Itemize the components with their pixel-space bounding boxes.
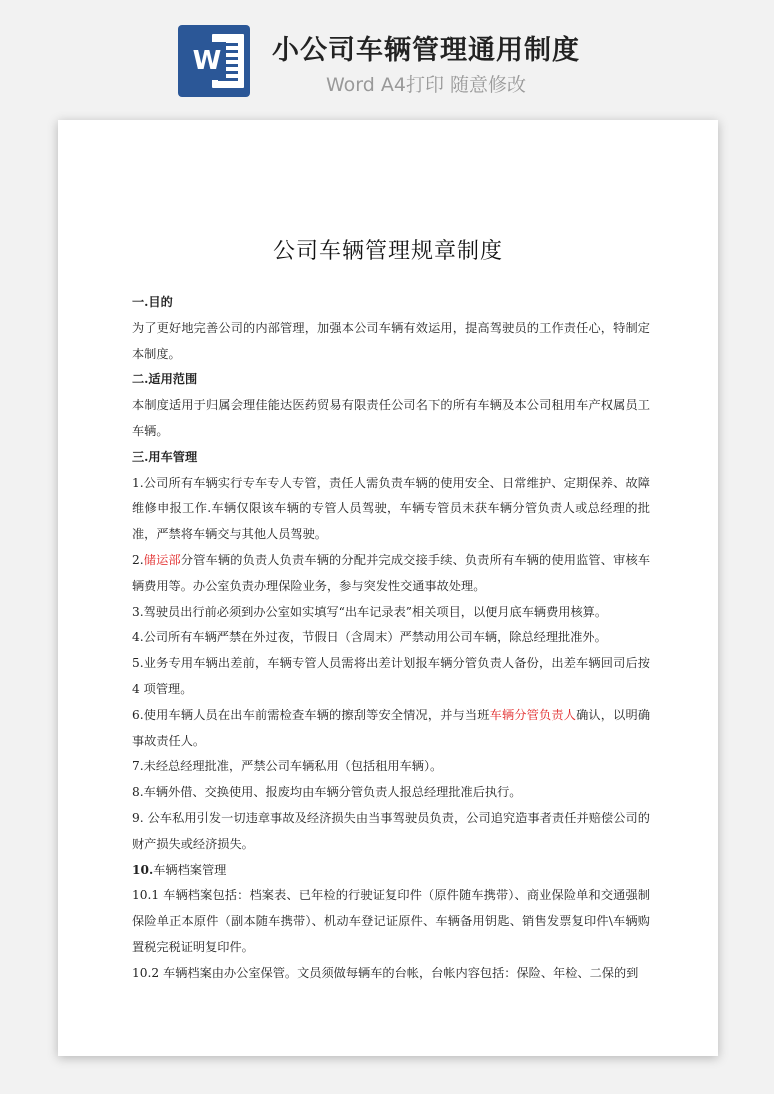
clause-7: 7.未经总经理批准，严禁公司车辆私用（包括租用车辆）。 [132, 759, 443, 774]
clause-5: 5.业务专用车辆出差前，车辆专管人员需将出差计划报车辆分管负责人备份，出差车辆回司后按4 项管理。 [132, 656, 650, 696]
paragraph-purpose: 为了更好地完善公司的内部管理，加强本公司车辆有效运用，提高驾驶员的工作责任心，特制定本制度。 [132, 320, 650, 361]
clause-6 [132, 703, 650, 755]
clause-10-2: 10.2 车辆档案由办公室保管。文员须做每辆车的台帐，台帐内容包括：保险、年检、二保的到 [132, 965, 639, 980]
clause-6-text-start: 6.使用车辆人员在出车前需检查车辆的擦刮等安全情况，并与当班 [132, 707, 490, 722]
document-page [58, 120, 718, 1056]
clause-2 [132, 548, 650, 600]
word-document-icon [178, 25, 250, 97]
clause-4: 4.公司所有车辆严禁在外过夜，节假日（含周末）严禁动用公司车辆，除总经理批准外。 [132, 630, 607, 645]
clause-10 [132, 858, 650, 884]
banner-subtitle: Word A4打印 随意修改 [326, 74, 527, 96]
clause-10-number: 10. [132, 862, 154, 877]
clause-9: 9. 公车私用引发一切违章事故及经济损失由当事驾驶员负责，公司追究造事者责任并赔偿公司的财产损失或经济损失。 [132, 810, 650, 851]
highlight-vehicle-manager: 车辆分管负责人 [489, 707, 577, 722]
clause-8: 8.车辆外借、交换使用、报废均由车辆分管负责人报总经理批准后执行。 [132, 785, 522, 800]
document-title: 公司车辆管理规章制度 [272, 239, 503, 264]
clause-10-1: 10.1 车辆档案包括：档案表、已年检的行驶证复印件（原件随车携带）、商业保险单和交通强制保险单正本原件（副本随车携带）、机动车登记证原件、车辆备用钥匙、销售发票复印件\车辆购置税完税证明复印件。 [132, 888, 650, 954]
banner-title: 小公司车辆管理通用制度 [272, 35, 580, 66]
section-heading-scope: 二.适用范围 [132, 372, 198, 387]
word-letter: W [188, 42, 226, 80]
section-heading-purpose: 一.目的 [132, 295, 173, 309]
clause-1: 1.公司所有车辆实行专车专人专管，责任人需负责车辆的使用安全、日常维护、定期保养、故障维修申报工作.车辆仅限该车辆的专管人员驾驶，车辆专管员未获车辆分管负责人或总经理的批准，严禁将车辆交与其他人员驾驶。 [132, 475, 650, 542]
clause-2-number: 2. [132, 552, 144, 567]
clause-6-text-end: 确认，以明确事故责任人。 [132, 707, 651, 748]
document-body [132, 290, 650, 987]
clause-3: 3.驾驶员出行前必须到办公室如实填写“出车记录表”相关项目，以便月底车辆费用核算。 [132, 604, 608, 619]
section-heading-vehicle-use: 三.用车管理 [132, 449, 198, 464]
clause-10-title: 车辆档案管理 [153, 862, 227, 877]
paragraph-scope: 本制度适用于归属会理佳能达医药贸易有限责任公司名下的所有车辆及本公司租用车产权属员工车辆。 [132, 398, 650, 438]
highlight-storage-dept: 储运部 [143, 552, 181, 567]
banner [0, 0, 774, 112]
clause-2-text: 分管车辆的负责人负责车辆的分配并完成交接手续、负责所有车辆的使用监管、审核车辆费用等。办公室负责办理保险业务，参与突发性交通事故处理。 [132, 552, 651, 593]
